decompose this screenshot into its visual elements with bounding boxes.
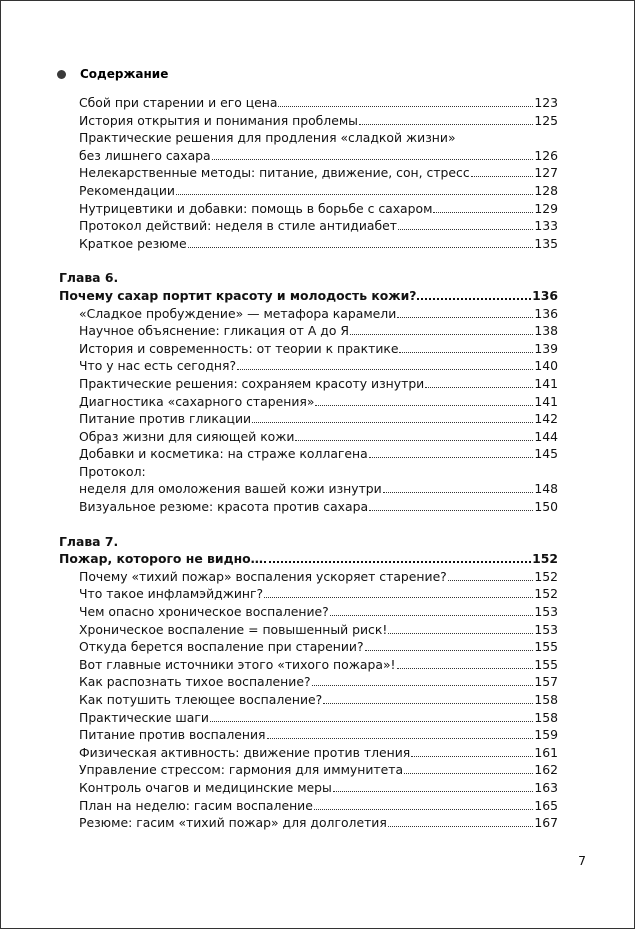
toc-entry[interactable]: [59, 322, 558, 340]
chapter-heading: Глава 6.: [59, 270, 119, 286]
toc-entry-page: 138: [534, 323, 558, 339]
dot-leader: [237, 360, 533, 370]
dot-leader: [433, 203, 533, 213]
toc-entry-title: Пожар, которого не видно…: [59, 551, 264, 567]
running-header: [57, 67, 168, 81]
toc-entry[interactable]: [59, 305, 558, 323]
toc-entry-page: 141: [534, 375, 558, 391]
toc-entry-title: Резюме: гасим «тихий пожар» для долголетия: [79, 815, 387, 831]
dot-leader: [333, 782, 534, 792]
toc-entry[interactable]: [59, 112, 558, 130]
toc-entry-page: 165: [534, 797, 558, 813]
dot-leader: [264, 552, 531, 563]
toc-entry-page: 152: [534, 568, 558, 584]
toc-entry[interactable]: [59, 585, 558, 603]
toc-entry[interactable]: [59, 164, 558, 182]
toc-entry-page: 125: [534, 112, 558, 128]
dot-leader: [383, 483, 534, 493]
toc-entry-title: Как распознать тихое воспаление?: [79, 674, 311, 690]
toc-entry-page: 163: [534, 779, 558, 795]
toc-entry-title: Нелекарственные методы: питание, движение, сон, стресс: [79, 165, 470, 181]
toc-entry-page: 128: [534, 182, 558, 198]
toc-entry[interactable]: [59, 393, 558, 411]
toc-entry-page: 167: [534, 815, 558, 831]
toc-entry-page: 142: [534, 411, 558, 427]
dot-leader: [267, 729, 534, 739]
toc-entry-title: План на неделю: гасим воспаление: [79, 797, 313, 813]
dot-leader: [188, 238, 534, 248]
dot-leader: [425, 378, 533, 388]
dot-leader: [278, 97, 533, 107]
dot-leader: [417, 289, 531, 300]
dot-leader: [399, 343, 533, 353]
toc-entry-title: Откуда берется воспаление при старении?: [79, 639, 364, 655]
toc-entry[interactable]: [59, 656, 558, 674]
toc-entry-title: Что у нас есть сегодня?: [79, 358, 237, 374]
toc-entry[interactable]: [59, 691, 558, 709]
toc-entry-title: История открытия и понимания проблемы: [79, 112, 358, 128]
toc-entry-page: 136: [534, 305, 558, 321]
toc-entry-page: 126: [534, 147, 558, 163]
dot-leader: [369, 501, 533, 511]
toc-entry-title: Добавки и косметика: на страже коллагена: [79, 446, 368, 462]
toc-entry-title: Почему сахар портит красоту и молодость кожи?: [59, 287, 417, 303]
toc-entry-page: 127: [534, 165, 558, 181]
dot-leader: [388, 624, 533, 634]
dot-leader: [471, 167, 534, 177]
toc-entry-title: Визуальное резюме: красота против сахара: [79, 499, 369, 515]
toc-entry[interactable]: [59, 621, 558, 639]
dot-leader: [212, 150, 534, 160]
toc-entry-page: 141: [534, 393, 558, 409]
toc-entry-title: «Сладкое пробуждение» — метафора карамели: [79, 305, 397, 321]
toc-entry-page: 133: [534, 218, 558, 234]
toc-entry[interactable]: [59, 638, 558, 656]
bullet-icon: [57, 70, 66, 79]
toc-entry[interactable]: [59, 797, 558, 815]
toc-entry[interactable]: [59, 410, 558, 428]
dot-leader: [365, 641, 534, 651]
toc-entry-title: Что такое инфламэйджинг?: [79, 586, 264, 602]
toc-entry[interactable]: [59, 603, 558, 621]
toc-entry-title: неделя для омоложения вашей кожи изнутри: [79, 481, 382, 497]
toc-entry-page: 162: [534, 762, 558, 778]
chapter-heading: Глава 7.: [59, 533, 119, 549]
toc-entry-page: 159: [534, 727, 558, 743]
dot-leader: [448, 571, 534, 581]
toc-entry-page: 152: [532, 551, 558, 567]
section-gap: [59, 516, 558, 533]
toc-chapter-entry[interactable]: [59, 550, 558, 568]
toc-entry-page: 129: [534, 200, 558, 216]
toc-entry[interactable]: [59, 779, 558, 797]
toc-entry-title: Научное объяснение: гликация от А до Я: [79, 323, 349, 339]
toc-entry-page: 135: [534, 235, 558, 251]
dot-leader: [369, 448, 534, 458]
toc-entry[interactable]: [59, 182, 558, 200]
toc-entry[interactable]: [59, 340, 558, 358]
toc-entry[interactable]: [59, 147, 558, 165]
toc-entry-page: 158: [534, 709, 558, 725]
toc-entry-title: Протокол действий: неделя в стиле антидиабет: [79, 218, 397, 234]
toc-entry[interactable]: [59, 375, 558, 393]
toc-entry-page: 161: [534, 744, 558, 760]
toc-entry-title: Как потушить тлеющее воспаление?: [79, 692, 323, 707]
toc-entry[interactable]: [59, 498, 558, 516]
dot-leader: [252, 413, 533, 423]
toc-entry[interactable]: [59, 445, 558, 463]
toc-entry-title: Чем опасно хроническое воспаление?: [79, 604, 329, 620]
toc-entry-title: Краткое резюме: [79, 235, 187, 251]
toc-entry-title: Почему «тихий пожар» воспаления ускоряет старение?: [79, 568, 447, 584]
toc-entry-title: Физическая активность: движение против тления: [79, 744, 411, 760]
toc-entry-page: 144: [534, 428, 558, 444]
toc-entry[interactable]: [59, 235, 558, 253]
toc-entry[interactable]: [59, 357, 558, 375]
toc-entry[interactable]: [59, 744, 558, 762]
toc-entry-page: 136: [532, 287, 558, 303]
toc-line: Практические решения для продления «сладкой жизни»: [79, 130, 456, 146]
toc-line: Протокол:: [79, 463, 146, 479]
toc-entry[interactable]: [59, 709, 558, 727]
dot-leader: [350, 325, 533, 335]
toc-entry-page: 155: [534, 656, 558, 672]
toc-entry-page: 145: [534, 446, 558, 462]
dot-leader: [315, 396, 533, 406]
dot-leader: [404, 764, 533, 774]
dot-leader: [295, 431, 533, 441]
dot-leader: [210, 712, 533, 722]
toc-entry[interactable]: [59, 568, 558, 586]
toc-entry-title: Диагностика «сахарного старения»: [79, 393, 315, 409]
dot-leader: [323, 694, 533, 704]
toc-entry-title: Нутрицевтики и добавки: помощь в борьбе с сахаром: [79, 200, 433, 216]
toc-entry[interactable]: [59, 761, 558, 779]
dot-leader: [411, 747, 533, 757]
toc-entry-page: 148: [534, 481, 558, 497]
toc-entry-title: Сбой при старении и его цена: [79, 95, 278, 110]
toc-entry-page: 155: [534, 639, 558, 655]
dot-leader: [330, 606, 534, 616]
dot-leader: [398, 220, 533, 230]
dot-leader: [264, 588, 533, 598]
toc-entry-page: 157: [534, 674, 558, 690]
toc-entry-title: Питание против гликации: [79, 411, 252, 427]
toc-entry-page: 152: [534, 586, 558, 602]
toc-chapter-entry[interactable]: [59, 287, 558, 305]
toc-entry-title: Управление стрессом: гармония для иммунитета: [79, 762, 404, 778]
dot-leader: [176, 185, 533, 195]
toc-entry-title: Питание против воспаления: [79, 727, 266, 743]
section-gap: [59, 252, 558, 269]
toc-entry-title: Практические шаги: [79, 709, 209, 725]
toc-entry-page: 153: [534, 621, 558, 637]
toc-entry[interactable]: [59, 814, 558, 832]
toc-entry-title: История и современность: от теории к практике: [79, 340, 399, 356]
toc-entry[interactable]: [59, 217, 558, 235]
table-of-contents: [59, 94, 558, 832]
toc-entry-title: Вот главные источники этого «тихого пожара»!: [79, 656, 396, 672]
toc-entry-page: 153: [534, 604, 558, 620]
toc-entry[interactable]: [59, 94, 558, 112]
dot-leader: [312, 676, 534, 686]
header-title: Содержание: [80, 67, 169, 81]
dot-leader: [314, 800, 534, 810]
toc-entry[interactable]: [59, 726, 558, 744]
dot-leader: [397, 659, 534, 669]
toc-entry[interactable]: [59, 673, 558, 691]
toc-entry-page: 150: [534, 499, 558, 515]
page-number: 7: [578, 853, 586, 868]
dot-leader: [397, 308, 533, 318]
toc-entry[interactable]: [59, 428, 558, 446]
toc-entry-title: без лишнего сахара: [79, 147, 211, 163]
toc-entry[interactable]: [59, 200, 558, 218]
toc-entry[interactable]: [59, 480, 558, 498]
dot-leader: [388, 817, 534, 827]
toc-entry-title: Образ жизни для сияющей кожи: [79, 428, 295, 444]
toc-entry-page: 140: [534, 358, 558, 374]
toc-entry-title: Контроль очагов и медицинские меры: [79, 779, 332, 795]
toc-entry-page: 158: [534, 692, 558, 707]
dot-leader: [359, 115, 533, 125]
toc-entry-title: Рекомендации: [79, 182, 175, 198]
toc-entry-title: Практические решения: сохраняем красоту изнутри: [79, 375, 425, 391]
toc-entry-page: 123: [534, 95, 558, 110]
toc-entry-page: 139: [534, 340, 558, 356]
toc-entry-title: Хроническое воспаление = повышенный риск!: [79, 621, 388, 637]
